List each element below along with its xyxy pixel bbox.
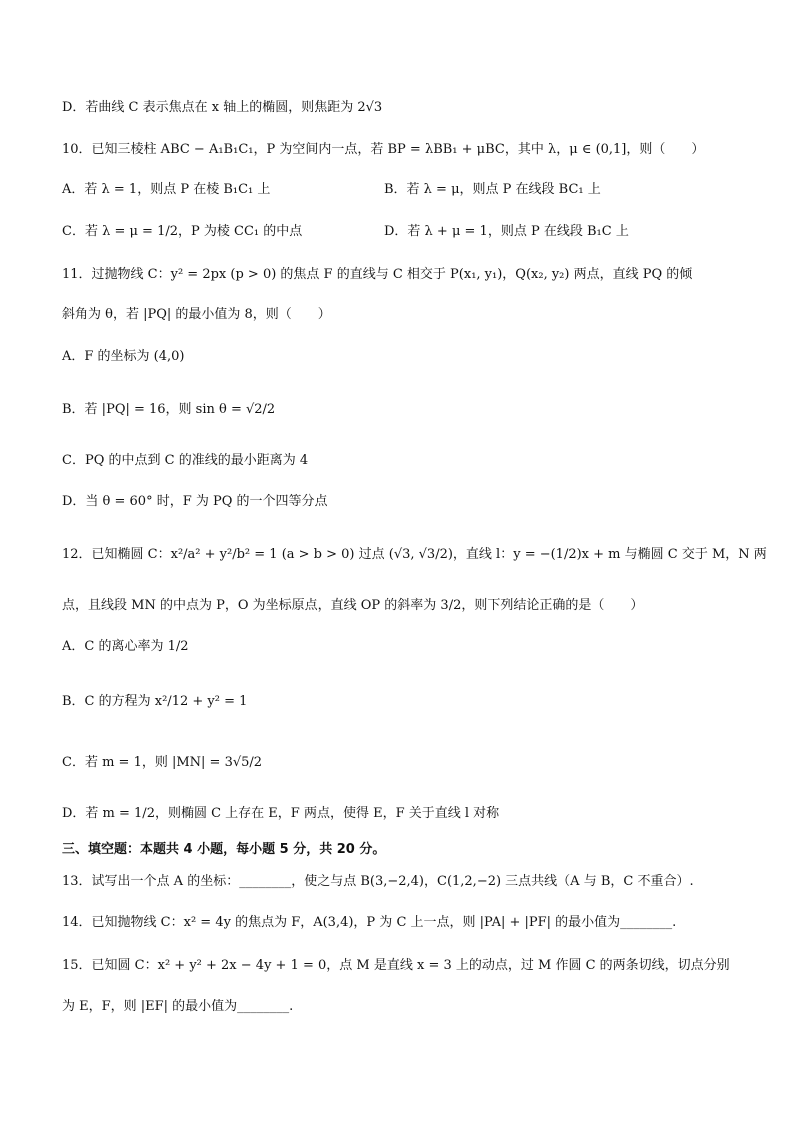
q14: 14．已知抛物线 C：x² = 4y 的焦点为 F，A(3,4)，P 为 C 上一点，则 |PA| + |PF| 的最小值为________.	[62, 915, 677, 930]
q15-line2: 为 E，F，则 |EF| 的最小值为________.	[62, 999, 294, 1014]
q10-option-b: B．若 λ = μ，则点 P 在线段 BC₁ 上	[384, 182, 601, 197]
q13: 13．试写出一个点 A 的坐标：________，使之与点 B(3,−2,4)，C(1,2,−2) 三点共线（A 与 B，C 不重合）.	[62, 874, 694, 889]
q12-option-d: D．若 m = 1/2，则椭圆 C 上存在 E，F 两点，使得 E，F 关于直线 l 对称	[62, 806, 500, 821]
q10-option-a: A．若 λ = 1，则点 P 在棱 B₁C₁ 上	[62, 182, 271, 197]
q11-option-d: D．当 θ = 60° 时，F 为 PQ 的一个四等分点	[62, 494, 328, 509]
q10-option-d: D．若 λ + μ = 1，则点 P 在线段 B₁C 上	[384, 224, 629, 239]
q12-option-b: B．C 的方程为 x²/12 + y² = 1	[62, 694, 248, 709]
q15-line1: 15．已知圆 C：x² + y² + 2x − 4y + 1 = 0，点 M 是直线 x = 3 上的动点，过 M 作圆 C 的两条切线，切点分别	[62, 958, 730, 973]
q10-stem: 10．已知三棱柱 ABC − A₁B₁C₁，P 为空间内一点，若 BP = λBB₁ + μBC，其中 λ，μ ∈ (0,1]，则（ ）	[62, 142, 705, 157]
q9-option-d: D．若曲线 C 表示焦点在 x 轴上的椭圆，则焦距为 2√3	[62, 100, 383, 115]
section-3-heading: 三、填空题：本题共 4 小题，每小题 5 分，共 20 分。	[62, 842, 386, 857]
q11-option-c: C．PQ 的中点到 C 的准线的最小距离为 4	[62, 453, 309, 468]
q12-stem-line1: 12．已知椭圆 C：x²/a² + y²/b² = 1 (a > b > 0) 过点 (√3, √3/2)，直线 l：y = −(1/2)x + m 与椭圆 C 交于 M，N 两	[62, 547, 767, 562]
q10-option-c: C．若 λ = μ = 1/2，P 为棱 CC₁ 的中点	[62, 224, 303, 239]
q11-stem-line2: 斜角为 θ，若 |PQ| 的最小值为 8，则（ ）	[62, 307, 331, 322]
q11-stem-line1: 11．过抛物线 C：y² = 2px (p > 0) 的焦点 F 的直线与 C 相交于 P(x₁, y₁)，Q(x₂, y₂) 两点，直线 PQ 的倾	[62, 267, 693, 282]
q12-stem-line2: 点，且线段 MN 的中点为 P，O 为坐标原点，直线 OP 的斜率为 3/2，则下列结论正确的是（ ）	[62, 598, 644, 613]
q12-option-c: C．若 m = 1，则 |MN| = 3√5/2	[62, 755, 263, 770]
q11-option-a: A．F 的坐标为 (4,0)	[62, 349, 185, 364]
q11-option-b: B．若 |PQ| = 16，则 sin θ = √2/2	[62, 402, 276, 417]
q12-option-a: A．C 的离心率为 1/2	[62, 639, 189, 654]
